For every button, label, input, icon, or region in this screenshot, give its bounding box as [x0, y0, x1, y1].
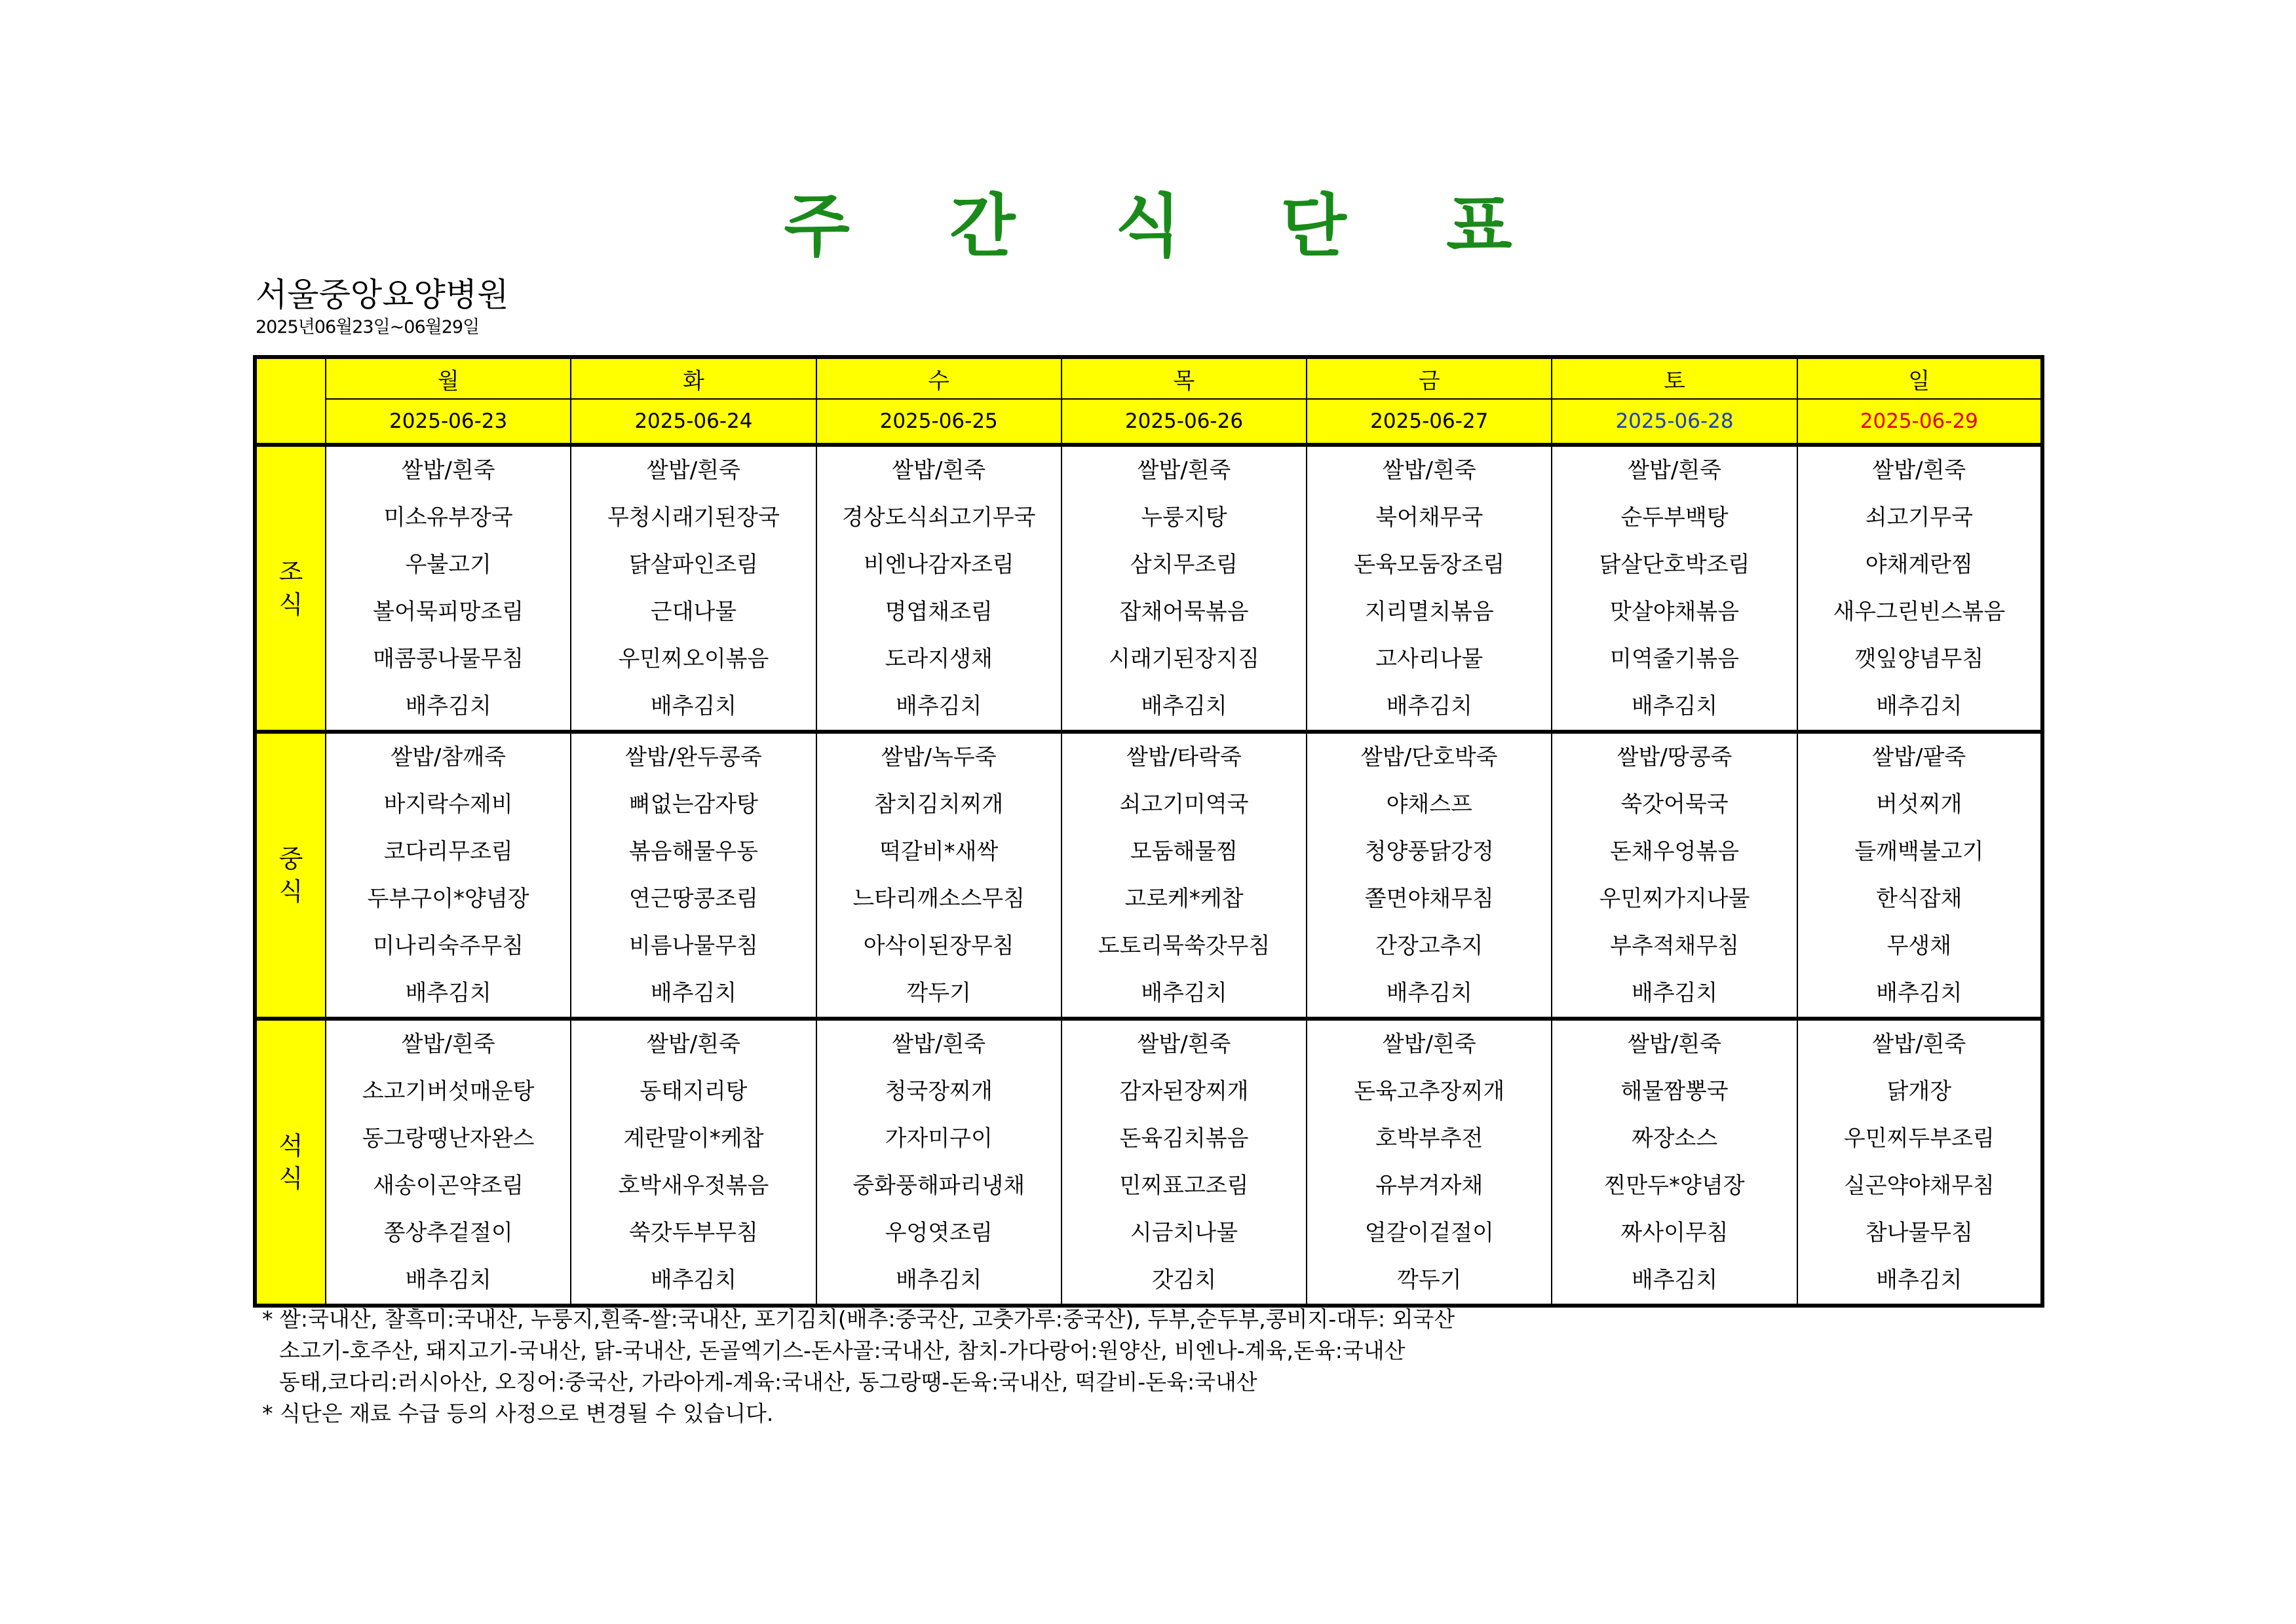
menu-item: 깍두기 [906, 980, 971, 1006]
menu-item: 청국장찌개 [885, 1078, 993, 1105]
day-header-row [255, 357, 2042, 399]
menu-cell-breakfast-mon [326, 445, 571, 732]
menu-cell-dinner-mon [326, 1019, 571, 1306]
meal-label-char: 식 [278, 1164, 303, 1193]
menu-item: 새송이곤약조림 [373, 1173, 524, 1199]
menu-cell-breakfast-wed [816, 445, 1062, 732]
meal-label-lunch [255, 732, 326, 1019]
hospital-name: 서울중앙요양병원 [256, 276, 509, 314]
menu-item: 가자미구이 [885, 1125, 993, 1152]
menu-item: 맛살야채볶음 [1610, 599, 1740, 625]
note-line: 소고기-호주산, 돼지고기-국내산, 닭-국내산, 돈골엑기스-돈사골:국내산, 참치-가다랑어:원양산, 비엔나-계육,돈육:국내산 [279, 1338, 1406, 1363]
menu-item: 잡채어묵볶음 [1119, 599, 1249, 625]
menu-item: 야채계란찜 [1865, 552, 1973, 578]
menu-cell-dinner-wed [816, 1019, 1062, 1306]
note-line: * 쌀:국내산, 찰흑미:국내산, 누룽지,흰죽-쌀:국내산, 포기김치(배추:중국산, 고춧가루:중국산), 두부,순두부,콩비지-대두: 외국산 [262, 1306, 1455, 1332]
menu-item: 삼치무조림 [1130, 552, 1238, 578]
menu-item: 새우그린빈스볶음 [1833, 599, 2006, 625]
weekly-menu-table [253, 355, 2044, 1308]
menu-item: 들깨백불고기 [1854, 839, 1984, 865]
menu-item: 시래기된장지짐 [1109, 646, 1259, 672]
menu-item: 쌀밥/흰죽 [1628, 1031, 1721, 1057]
day-header-thu: 목 [1062, 357, 1307, 399]
menu-item: 배추김치 [1631, 980, 1718, 1006]
menu-item: 모둠해물찜 [1130, 839, 1238, 865]
date-tue: 2025-06-24 [571, 399, 816, 445]
menu-item: 야채스프 [1386, 791, 1472, 818]
menu-item: 호박새우젓볶음 [618, 1173, 769, 1199]
menu-item: 쌀밥/흰죽 [1628, 457, 1721, 483]
menu-item: 호박부추전 [1375, 1125, 1483, 1152]
menu-item: 짜사이무침 [1620, 1220, 1729, 1246]
menu-item: 배추김치 [1386, 693, 1472, 719]
menu-item: 쫑상추겉절이 [383, 1220, 513, 1246]
menu-item: 쌀밥/팥죽 [1872, 744, 1966, 770]
date-header-row [255, 399, 2042, 445]
menu-item: 쑥갓두부무침 [628, 1220, 758, 1246]
menu-item: 실곤약야채무침 [1843, 1173, 1995, 1199]
menu-item: 찐만두*양념장 [1604, 1173, 1745, 1199]
menu-cell-dinner-thu [1062, 1019, 1307, 1306]
menu-item: 쌀밥/흰죽 [892, 457, 986, 483]
meal-label-breakfast [255, 445, 326, 732]
menu-item: 우민찌두부조림 [1843, 1125, 1995, 1152]
date-mon: 2025-06-23 [326, 399, 571, 445]
menu-item: 쌀밥/단호박죽 [1361, 744, 1498, 770]
menu-item: 순두부백탕 [1620, 504, 1729, 531]
date-thu: 2025-06-26 [1062, 399, 1307, 445]
menu-item: 무생채 [1886, 933, 1952, 959]
menu-item: 지리멸치볶음 [1364, 599, 1494, 625]
page-title: 주 간 식 단 표 [784, 186, 1550, 266]
menu-cell-dinner-tue [571, 1019, 816, 1306]
menu-item: 배추김치 [1631, 693, 1718, 719]
menu-cell-lunch-thu [1062, 732, 1307, 1019]
menu-cell-lunch-fri [1307, 732, 1552, 1019]
menu-item: 배추김치 [1386, 980, 1472, 1006]
menu-item: 쌀밥/흰죽 [1382, 457, 1476, 483]
menu-period: 2025년06월23일~06월29일 [256, 317, 480, 337]
menu-item: 배추김치 [405, 980, 491, 1006]
menu-item: 배추김치 [650, 980, 737, 1006]
menu-item: 쌀밥/흰죽 [1137, 457, 1231, 483]
menu-item: 짜장소스 [1631, 1125, 1718, 1152]
menu-item: 배추김치 [896, 1267, 982, 1293]
menu-cell-lunch-sat [1552, 732, 1797, 1019]
origin-notes [262, 1304, 1455, 1429]
menu-item: 참나물무침 [1865, 1220, 1973, 1246]
menu-item: 쌀밥/흰죽 [1872, 457, 1966, 483]
date-fri: 2025-06-27 [1307, 399, 1552, 445]
menu-item: 쌀밥/흰죽 [401, 1031, 495, 1057]
menu-item: 볶음해물우동 [628, 839, 758, 865]
menu-item: 쌀밥/완두콩죽 [625, 744, 762, 770]
menu-item: 청양풍닭강정 [1364, 839, 1494, 865]
menu-item: 감자된장찌개 [1119, 1078, 1249, 1105]
menu-item: 돈육고추장찌개 [1354, 1078, 1505, 1105]
menu-item: 해물짬뽕국 [1620, 1078, 1729, 1105]
menu-item: 무청시래기된장국 [607, 504, 780, 531]
menu-item: 배추김치 [405, 1267, 491, 1293]
note-line: * 식단은 재료 수급 등의 사정으로 변경될 수 있습니다. [262, 1401, 774, 1426]
day-header-sat: 토 [1552, 357, 1797, 399]
menu-cell-breakfast-sun [1797, 445, 2042, 732]
day-header-fri: 금 [1307, 357, 1552, 399]
menu-item: 쇠고기미역국 [1119, 791, 1249, 818]
meal-label-dinner [255, 1019, 326, 1306]
menu-item: 닭살단호박조림 [1599, 552, 1750, 578]
menu-item: 미소유부장국 [383, 504, 513, 531]
menu-item: 간장고추지 [1375, 933, 1483, 959]
menu-item: 쌀밥/흰죽 [892, 1031, 986, 1057]
meal-label-char: 중 [278, 844, 303, 873]
menu-item: 돈육김치볶음 [1119, 1125, 1249, 1152]
menu-item: 계란말이*케찹 [623, 1125, 764, 1152]
menu-item: 돈육모둠장조림 [1354, 552, 1505, 578]
menu-item: 깻잎양념무침 [1854, 646, 1984, 672]
menu-cell-breakfast-sat [1552, 445, 1797, 732]
menu-item: 쌀밥/녹두죽 [881, 744, 997, 770]
day-header-wed: 수 [816, 357, 1062, 399]
menu-item: 두부구이*양념장 [367, 886, 529, 912]
menu-item: 한식잡채 [1876, 886, 1962, 912]
menu-item: 고로케*케찹 [1124, 886, 1244, 912]
menu-item: 코다리무조림 [383, 839, 513, 865]
menu-item: 도라지생채 [885, 646, 993, 672]
table-corner [255, 357, 326, 445]
menu-cell-dinner-fri [1307, 1019, 1552, 1306]
menu-item: 미나리숙주무침 [373, 933, 524, 959]
menu-item: 떡갈비*새싹 [879, 839, 999, 865]
date-sun: 2025-06-29 [1797, 399, 2042, 445]
menu-item: 뼈없는감자탕 [628, 791, 758, 818]
meal-row-lunch [255, 732, 2042, 1019]
menu-item: 얼갈이겉절이 [1364, 1220, 1494, 1246]
menu-item: 비엔나감자조림 [863, 552, 1014, 578]
meal-label-char: 식 [278, 877, 303, 906]
menu-item: 쑥갓어묵국 [1620, 791, 1729, 818]
menu-item: 배추김치 [1876, 980, 1962, 1006]
menu-item: 깍두기 [1396, 1267, 1462, 1293]
menu-cell-dinner-sat [1552, 1019, 1797, 1306]
menu-item: 배추김치 [1631, 1267, 1718, 1293]
menu-item: 배추김치 [1141, 693, 1227, 719]
menu-item: 배추김치 [1141, 980, 1227, 1006]
date-wed: 2025-06-25 [816, 399, 1062, 445]
menu-cell-lunch-wed [816, 732, 1062, 1019]
menu-cell-lunch-sun [1797, 732, 2042, 1019]
menu-cell-lunch-mon [326, 732, 571, 1019]
day-header-tue: 화 [571, 357, 816, 399]
menu-item: 쌀밥/땅콩죽 [1617, 744, 1732, 770]
menu-item: 쌀밥/흰죽 [647, 1031, 740, 1057]
menu-item: 명엽채조림 [885, 599, 993, 625]
meal-label-char: 석 [278, 1131, 303, 1160]
menu-item: 부추적채무침 [1610, 933, 1740, 959]
menu-item: 쌀밥/흰죽 [1382, 1031, 1476, 1057]
menu-cell-breakfast-thu [1062, 445, 1307, 732]
menu-item: 배추김치 [650, 693, 737, 719]
menu-item: 비름나물무침 [628, 933, 758, 959]
date-sat: 2025-06-28 [1552, 399, 1797, 445]
menu-item: 동태지리탕 [640, 1078, 748, 1105]
meal-label-char: 조 [278, 557, 303, 586]
meal-row-breakfast [255, 445, 2042, 732]
menu-item: 배추김치 [1876, 693, 1962, 719]
menu-cell-dinner-sun [1797, 1019, 2042, 1306]
menu-item: 누룽지탕 [1141, 504, 1227, 531]
menu-item: 북어채무국 [1375, 504, 1483, 531]
menu-item: 근대나물 [650, 599, 737, 625]
menu-item: 우민찌가지나물 [1599, 886, 1750, 912]
menu-item: 고사리나물 [1375, 646, 1483, 672]
menu-item: 쌀밥/참깨죽 [391, 744, 506, 770]
note-line: 동태,코다리:러시아산, 오징어:중국산, 가라아게-계육:국내산, 동그랑땡-돈육:국내산, 떡갈비-돈육:국내산 [279, 1369, 1257, 1395]
meal-label-char: 식 [278, 590, 303, 619]
menu-item: 쌀밥/흰죽 [647, 457, 740, 483]
menu-item: 미역줄기볶음 [1610, 646, 1740, 672]
menu-cell-breakfast-fri [1307, 445, 1552, 732]
menu-item: 중화풍해파리냉채 [852, 1173, 1025, 1199]
menu-item: 배추김치 [405, 693, 491, 719]
menu-item: 동그랑땡난자완스 [362, 1125, 535, 1152]
menu-item: 돈채우엉볶음 [1610, 839, 1740, 865]
menu-item: 갓김치 [1151, 1267, 1217, 1293]
menu-item: 느타리깨소스무침 [852, 886, 1025, 912]
day-header-sun: 일 [1797, 357, 2042, 399]
menu-item: 소고기버섯매운탕 [362, 1078, 535, 1105]
menu-item: 볼어묵피망조림 [373, 599, 524, 625]
menu-item: 쇠고기무국 [1865, 504, 1973, 531]
menu-item: 경상도식쇠고기무국 [841, 504, 1036, 531]
menu-item: 아삭이된장무침 [863, 933, 1014, 959]
menu-cell-breakfast-tue [571, 445, 816, 732]
menu-item: 쌀밥/흰죽 [1137, 1031, 1231, 1057]
menu-item: 우엉엿조림 [885, 1220, 993, 1246]
menu-item: 닭살파인조림 [628, 552, 758, 578]
menu-item: 쌀밥/흰죽 [401, 457, 495, 483]
day-header-mon: 월 [326, 357, 571, 399]
menu-item: 쌀밥/타락죽 [1126, 744, 1242, 770]
menu-item: 쫄면야채무침 [1364, 886, 1494, 912]
menu-item: 시금치나물 [1130, 1220, 1238, 1246]
menu-item: 바지락수제비 [383, 791, 513, 818]
menu-item: 닭개장 [1886, 1078, 1952, 1105]
menu-item: 참치김치찌개 [874, 791, 1004, 818]
menu-cell-lunch-tue [571, 732, 816, 1019]
menu-item: 도토리묵쑥갓무침 [1098, 933, 1271, 959]
menu-item: 배추김치 [896, 693, 982, 719]
menu-item: 우불고기 [405, 552, 491, 578]
menu-item: 우민찌오이볶음 [618, 646, 769, 672]
menu-item: 연근땅콩조림 [628, 886, 758, 912]
menu-item: 쌀밥/흰죽 [1872, 1031, 1966, 1057]
meal-row-dinner [255, 1019, 2042, 1306]
menu-item: 유부겨자채 [1375, 1173, 1483, 1199]
menu-item: 민찌표고조림 [1119, 1173, 1249, 1199]
menu-item: 배추김치 [1876, 1267, 1962, 1293]
menu-item: 배추김치 [650, 1267, 737, 1293]
menu-item: 매콤콩나물무침 [373, 646, 524, 672]
menu-item: 버섯찌개 [1876, 791, 1962, 818]
